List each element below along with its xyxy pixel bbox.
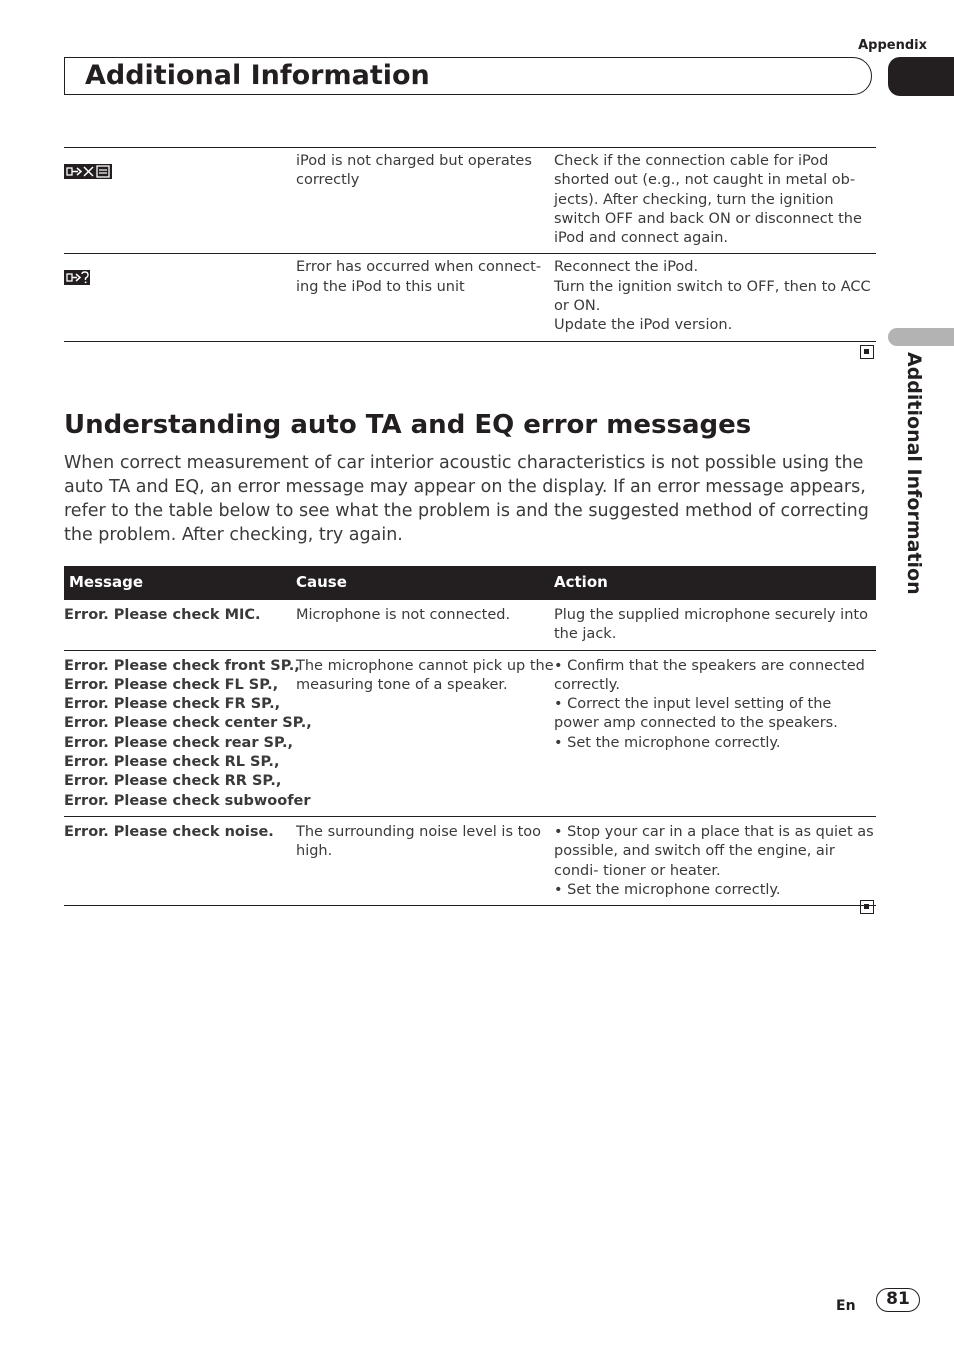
message-line: Error. Please check FR SP., [64, 696, 281, 713]
table-header-row [64, 566, 876, 600]
message-line: Error. Please check MIC. [64, 607, 261, 623]
message-line: Error. Please check RR SP., [64, 773, 282, 790]
action-cell [554, 816, 876, 905]
appendix-label: Appendix [858, 38, 927, 53]
ipod-connect-error-icon [64, 270, 90, 291]
table-row [64, 816, 876, 905]
message-line: Error. Please check RL SP., [64, 754, 280, 771]
action-cell [554, 254, 876, 341]
message-line: Error. Please check subwoofer [64, 792, 311, 809]
page-number: 81 [876, 1288, 920, 1312]
cause-cell: Error has occurred when connect- ing the iPod to this unit [296, 254, 554, 341]
message-line: Error. Please check front SP., [64, 657, 300, 674]
ipod-cable-error-icon [64, 164, 112, 185]
message-line: Error. Please check FL SP., [64, 676, 279, 693]
ipod-error-table [64, 147, 876, 342]
header-cause: Cause [296, 566, 554, 600]
table-row [64, 650, 876, 816]
cause-cell: iPod is not charged but operates correctly [296, 153, 532, 189]
message-line: Error. Please check center SP., [64, 715, 312, 732]
action-line: • Correct the input level setting of the power amp connected to the speakers. [554, 696, 838, 732]
action-cell: Check if the connection cable for iPod shorted out (e.g., not caught in metal ob- jects). After checking, turn the ignition switch OFF and back ON or disconnect the iPod and connect again. [554, 153, 862, 247]
intro-paragraph: When correct measurement of car interior acoustic characteristics is not possible using the auto TA and EQ, an error message may appear on the display. If an error message appears, refer to the table below to see what the problem is and the suggested method of correcting the problem. After checking, try again. [64, 453, 869, 545]
end-mark-icon [860, 900, 874, 914]
action-line: • Set the microphone correctly. [554, 734, 781, 751]
table-row [64, 600, 876, 650]
section-heading: Understanding auto TA and EQ error messages [64, 410, 752, 440]
action-cell [554, 600, 876, 650]
cause-cell: The surrounding noise level is too high. [296, 816, 554, 905]
end-mark-icon [860, 345, 874, 359]
header-message: Message [64, 566, 296, 600]
message-line: Error. Please check noise. [64, 823, 274, 840]
message-cell [64, 650, 312, 816]
action-line: Turn the ignition switch to OFF, then to ACC or ON. [554, 278, 871, 315]
cause-cell: The microphone cannot pick up the measuring tone of a speaker. [296, 650, 554, 816]
message-cell [64, 148, 296, 254]
section-title-box [64, 57, 872, 95]
section-tab [888, 328, 954, 346]
action-line: Plug the supplied microphone securely into the jack. [554, 607, 868, 643]
action-line: Update the iPod version. [554, 317, 733, 334]
action-line: Reconnect the iPod. [554, 259, 699, 276]
message-cell [64, 254, 296, 341]
side-section-label: Additional Information [903, 352, 925, 595]
action-line: • Confirm that the speakers are connected correctly. [554, 657, 865, 693]
action-cell [554, 650, 876, 816]
action-line: • Set the microphone correctly. [554, 881, 781, 898]
table-row [64, 148, 876, 254]
language-label: En [836, 1298, 856, 1314]
message-cell [64, 816, 296, 905]
action-line: • Stop your car in a place that is as quiet as possible, and switch off the engine, air condi- tioner or heater. [554, 823, 874, 879]
table-row [64, 254, 876, 341]
auto-eq-error-table [64, 566, 876, 906]
message-cell [64, 600, 296, 650]
message-line: Error. Please check rear SP., [64, 734, 293, 751]
header-action: Action [554, 566, 876, 600]
chapter-tab [888, 57, 954, 96]
cause-cell: Microphone is not connected. [296, 600, 554, 650]
section-title: Additional Information [85, 60, 430, 91]
